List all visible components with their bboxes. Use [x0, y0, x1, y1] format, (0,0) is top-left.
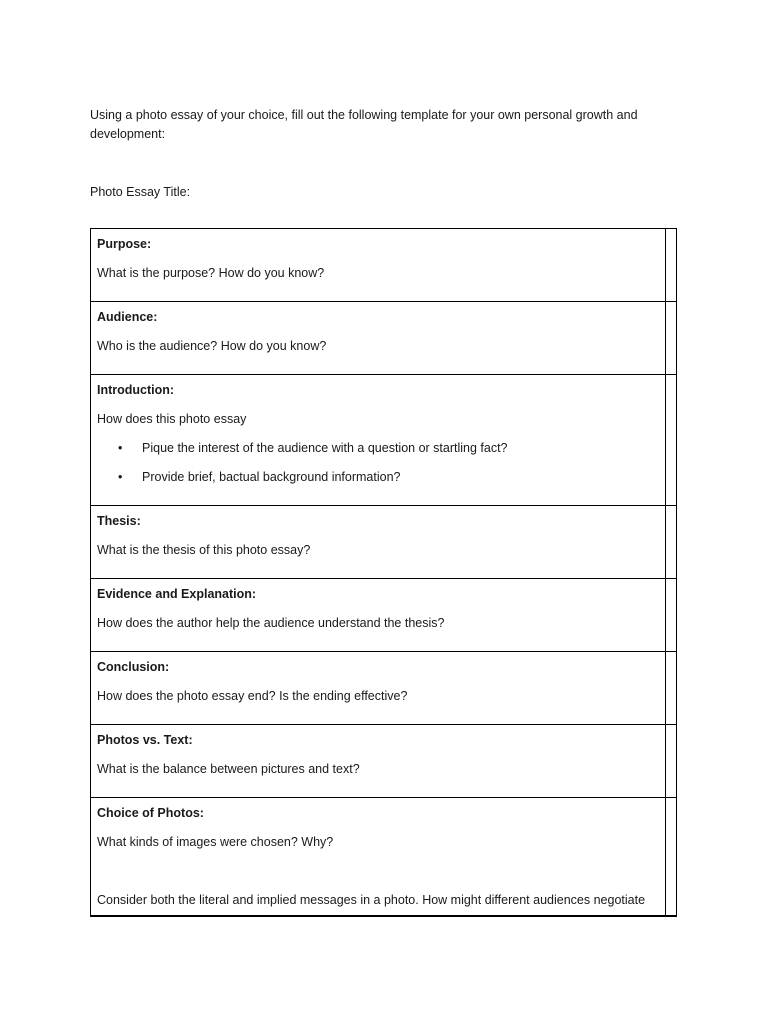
bullet-icon: • [118, 470, 123, 484]
bullet-icon: • [118, 441, 123, 455]
thesis-answer-cell[interactable] [666, 506, 677, 579]
introduction-bullet-list [97, 440, 659, 486]
table-row-purpose [91, 229, 677, 302]
table-row-audience [91, 302, 677, 375]
table-row-photos-vs-text [91, 725, 677, 798]
purpose-answer-cell[interactable] [666, 229, 677, 302]
bullet-text: Pique the interest of the audience with a question or startling fact? [142, 441, 508, 455]
list-item [97, 469, 659, 486]
essay-template-table [90, 228, 677, 917]
introduction-cell [91, 375, 666, 506]
choice-of-photos-note: Consider both the literal and implied messages in a photo. How might different audiences negotiate [97, 893, 646, 907]
audience-question: Who is the audience? How do you know? [97, 339, 327, 353]
purpose-cell [91, 229, 666, 302]
table-row-evidence [91, 579, 677, 652]
photos-vs-text-question: What is the balance between pictures and text? [97, 762, 360, 776]
thesis-question: What is the thesis of this photo essay? [97, 543, 311, 557]
introduction-answer-cell[interactable] [666, 375, 677, 506]
bullet-text: Provide brief, bactual background information? [142, 470, 401, 484]
audience-answer-cell[interactable] [666, 302, 677, 375]
conclusion-heading: Conclusion: [97, 660, 170, 674]
conclusion-cell [91, 652, 666, 725]
evidence-answer-cell[interactable] [666, 579, 677, 652]
purpose-heading: Purpose: [97, 237, 152, 251]
photos-vs-text-heading: Photos vs. Text: [97, 733, 193, 747]
evidence-cell [91, 579, 666, 652]
photos-vs-text-answer-cell[interactable] [666, 725, 677, 798]
choice-of-photos-answer-cell[interactable] [666, 798, 677, 917]
choice-of-photos-heading: Choice of Photos: [97, 806, 204, 820]
table-row-thesis [91, 506, 677, 579]
choice-of-photos-question: What kinds of images were chosen? Why? [97, 835, 334, 849]
conclusion-question: How does the photo essay end? Is the ending effective? [97, 689, 408, 703]
audience-heading: Audience: [97, 310, 158, 324]
instructions-text: Using a photo essay of your choice, fill out the following template for your own personal growth and development: [90, 107, 638, 141]
table-row-choice-of-photos [91, 798, 677, 917]
audience-cell [91, 302, 666, 375]
table-row-introduction [91, 375, 677, 506]
photos-vs-text-cell [91, 725, 666, 798]
introduction-heading: Introduction: [97, 383, 175, 397]
choice-of-photos-cell [91, 798, 666, 917]
table-row-conclusion [91, 652, 677, 725]
conclusion-answer-cell[interactable] [666, 652, 677, 725]
thesis-cell [91, 506, 666, 579]
evidence-question: How does the author help the audience understand the thesis? [97, 616, 445, 630]
photo-essay-title-label: Photo Essay Title: [90, 184, 191, 199]
purpose-question: What is the purpose? How do you know? [97, 266, 325, 280]
introduction-question: How does this photo essay [97, 412, 247, 426]
thesis-heading: Thesis: [97, 514, 141, 528]
list-item [97, 440, 659, 457]
evidence-heading: Evidence and Explanation: [97, 587, 257, 601]
